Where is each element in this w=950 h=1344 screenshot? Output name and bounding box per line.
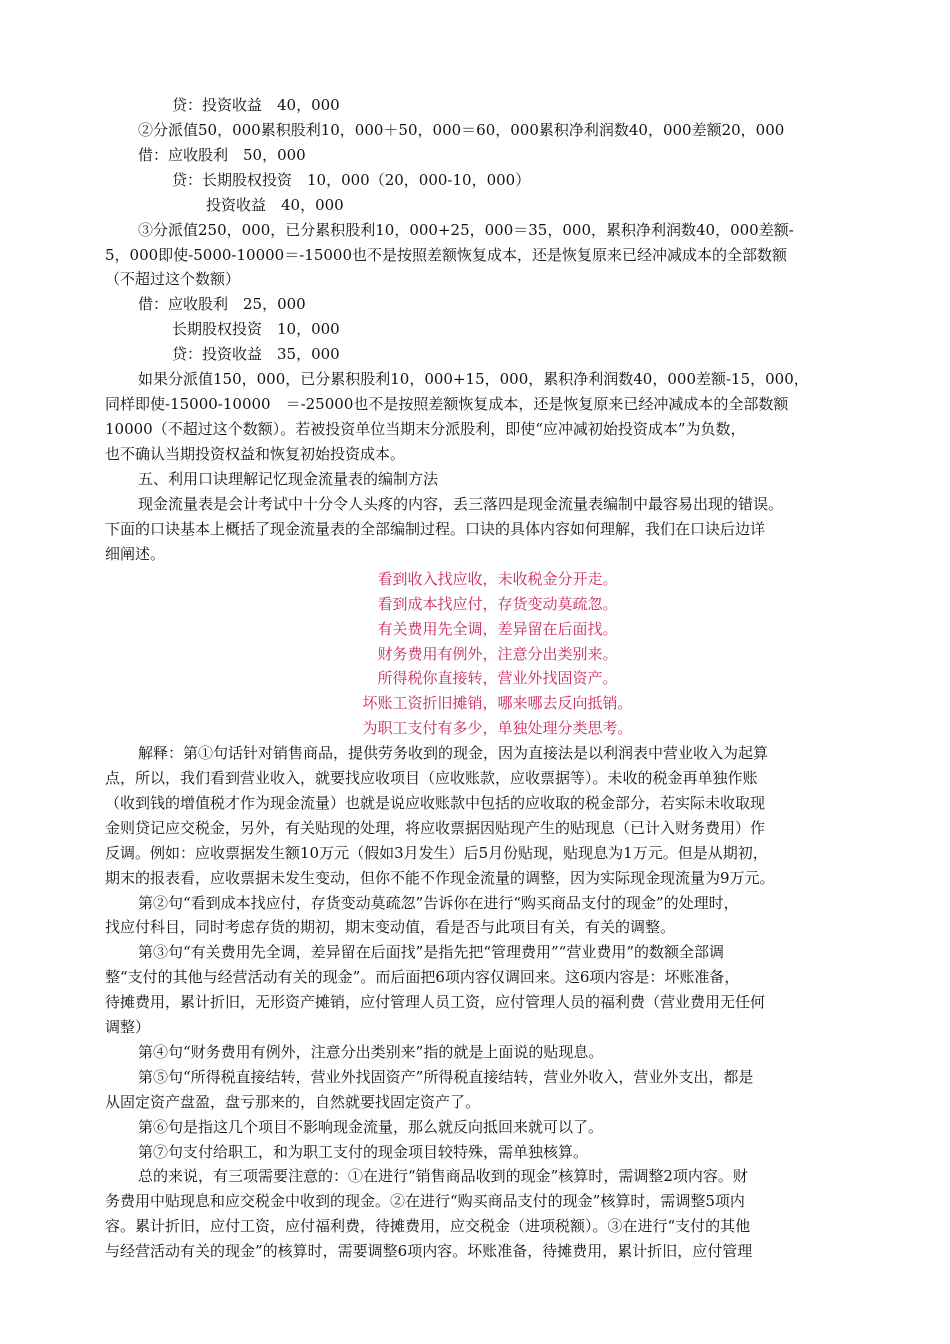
- text-line: 总的来说，有三项需要注意的：①在进行“销售商品收到的现金”核算时，需调整2项内容。财: [138, 1167, 748, 1185]
- text-line: 投资收益 40，000: [206, 196, 344, 214]
- mnemonic-line: 看到收入找应收，未收税金分开走。: [377, 570, 618, 588]
- text-line: 待摊费用，累计折旧，无形资产摊销，应付管理人员工资，应付管理人员的福利费（营业费用无任何: [105, 993, 766, 1011]
- text-line: 第⑦句支付给职工，和为职工支付的现金项目较特殊，需单独核算。: [138, 1143, 589, 1161]
- text-line: 第②句“看到成本找应付，存货变动莫疏忽”告诉你在进行“购买商品支付的现金”的处理时，: [138, 894, 739, 912]
- text-line: 解释：第①句话针对销售商品，提供劳务收到的现金，因为直接法是以利润表中营业收入为起算: [138, 744, 769, 762]
- text-line: 下面的口诀基本上概括了现金流量表的全部编制过程。口诀的具体内容如何理解，我们在口诀后边详: [105, 520, 766, 538]
- mnemonic-line: 财务费用有例外，注意分出类别来。: [377, 645, 618, 663]
- text-line: 整“支付的其他与经营活动有关的现金”。而后面把6项内容仅调回来。这6项内容是：坏账准备，: [105, 968, 740, 986]
- text-line: 反调。例如：应收票据发生额10万元（假如3月发生）后5月份贴现，贴现息为1万元。但是从期初，: [105, 844, 768, 862]
- text-line: 期末的报表看，应收票据未发生变动，但你不能不作现金流量的调整，因为实际现金现流量为9万元。: [105, 869, 775, 887]
- mnemonic-line: 所得税你直接转，营业外找固资产。: [377, 669, 618, 687]
- text-line: 第⑥句是指这几个项目不影响现金流量，那么就反向抵回来就可以了。: [138, 1118, 604, 1136]
- text-line: （不超过这个数额）: [105, 270, 241, 288]
- text-line: 长期股权投资 10，000: [172, 320, 340, 338]
- text-line: 10000（不超过这个数额）。若被投资单位当期末分派股利，即使“应冲减初始投资成本”为负数，: [105, 420, 746, 438]
- text-line: 第⑤句“所得税直接结转，营业外找固资产”所得税直接结转，营业外收入，营业外支出，都是: [138, 1068, 754, 1086]
- text-line: 从固定资产盘盈，盘亏那来的，自然就要找固定资产了。: [105, 1093, 481, 1111]
- text-line: 与经营活动有关的现金”的核算时，需要调整6项内容。坏账准备，待摊费用，累计折旧，应付管理: [105, 1242, 753, 1260]
- text-line: 找应付科目，同时考虑存货的期初，期末变动值，看是否与此项目有关，有关的调整。: [105, 918, 676, 936]
- text-line: 务费用中贴现息和应交税金中收到的现金。②在进行“购买商品支付的现金”核算时，需调整5项内: [105, 1192, 745, 1210]
- text-line: 如果分派值150，000，已分累积股利10，000+15，000，累积净利润数40，000差额-15，000，: [138, 370, 809, 388]
- text-line: 第④句“财务费用有例外，注意分出类别来”指的就是上面说的贴现息。: [138, 1043, 604, 1061]
- text-line: 容。累计折旧，应付工资，应付福利费，待摊费用，应交税金（进项税额）。③在进行“支付的其他: [105, 1217, 751, 1235]
- text-line: 同样即使-15000-10000 ＝-25000也不是按照差额恢复成本，还是恢复原来已经冲减成本的全部数额: [105, 395, 789, 413]
- text-line: 也不确认当期投资权益和恢复初始投资成本。: [105, 445, 406, 463]
- text-line: 贷：投资收益 40，000: [172, 96, 340, 114]
- text-line: 借：应收股利 50，000: [138, 146, 306, 164]
- text-line: ②分派值50，000累积股利10，000＋50，000＝60，000累积净利润数40，000差额20，000: [138, 121, 785, 139]
- text-line: 贷：投资收益 35，000: [172, 345, 340, 363]
- section-heading: 五、利用口诀理解记忆现金流量表的编制方法: [138, 470, 439, 488]
- text-line: ③分派值250，000，已分累积股利10，000+25，000＝35，000，累积净利润数40，000差额-: [138, 221, 794, 239]
- mnemonic-line: 为职工支付有多少，单独处理分类思考。: [362, 719, 633, 737]
- text-line: 点，所以，我们看到营业收入，就要找应收项目（应收账款，应收票据等）。未收的税金再单独作账: [105, 769, 758, 787]
- mnemonic-line: 有关费用先全调，差异留在后面找。: [377, 620, 618, 638]
- text-line: 调整）: [105, 1018, 151, 1036]
- text-line: （收到钱的增值税才作为现金流量）也就是说应收账款中包括的应收取的税金部分，若实际未收取现: [105, 794, 766, 812]
- text-line: 细阐述。: [105, 545, 166, 563]
- text-line: 现金流量表是会计考试中十分令人头疼的内容，丢三落四是现金流量表编制中最容易出现的错误。: [138, 495, 784, 513]
- mnemonic-line: 坏账工资折旧摊销，哪来哪去反向抵销。: [362, 694, 633, 712]
- text-line: 借：应收股利 25，000: [138, 295, 306, 313]
- text-line: 第③句“有关费用先全调，差异留在后面找”是指先把“管理费用”“营业费用”的数额全部调: [138, 943, 725, 961]
- text-line: 金则贷记应交税金，另外，有关贴现的处理，将应收票据因贴现产生的贴现息（已计入财务费用）作: [105, 819, 766, 837]
- mnemonic-line: 看到成本找应付，存货变动莫疏忽。: [377, 595, 618, 613]
- text-line: 贷：长期股权投资 10，000（20，000-10，000）: [172, 171, 531, 189]
- text-line: 5，000即使-5000-10000＝-15000也不是按照差额恢复成本，还是恢复原来已经冲减成本的全部数额: [105, 246, 787, 264]
